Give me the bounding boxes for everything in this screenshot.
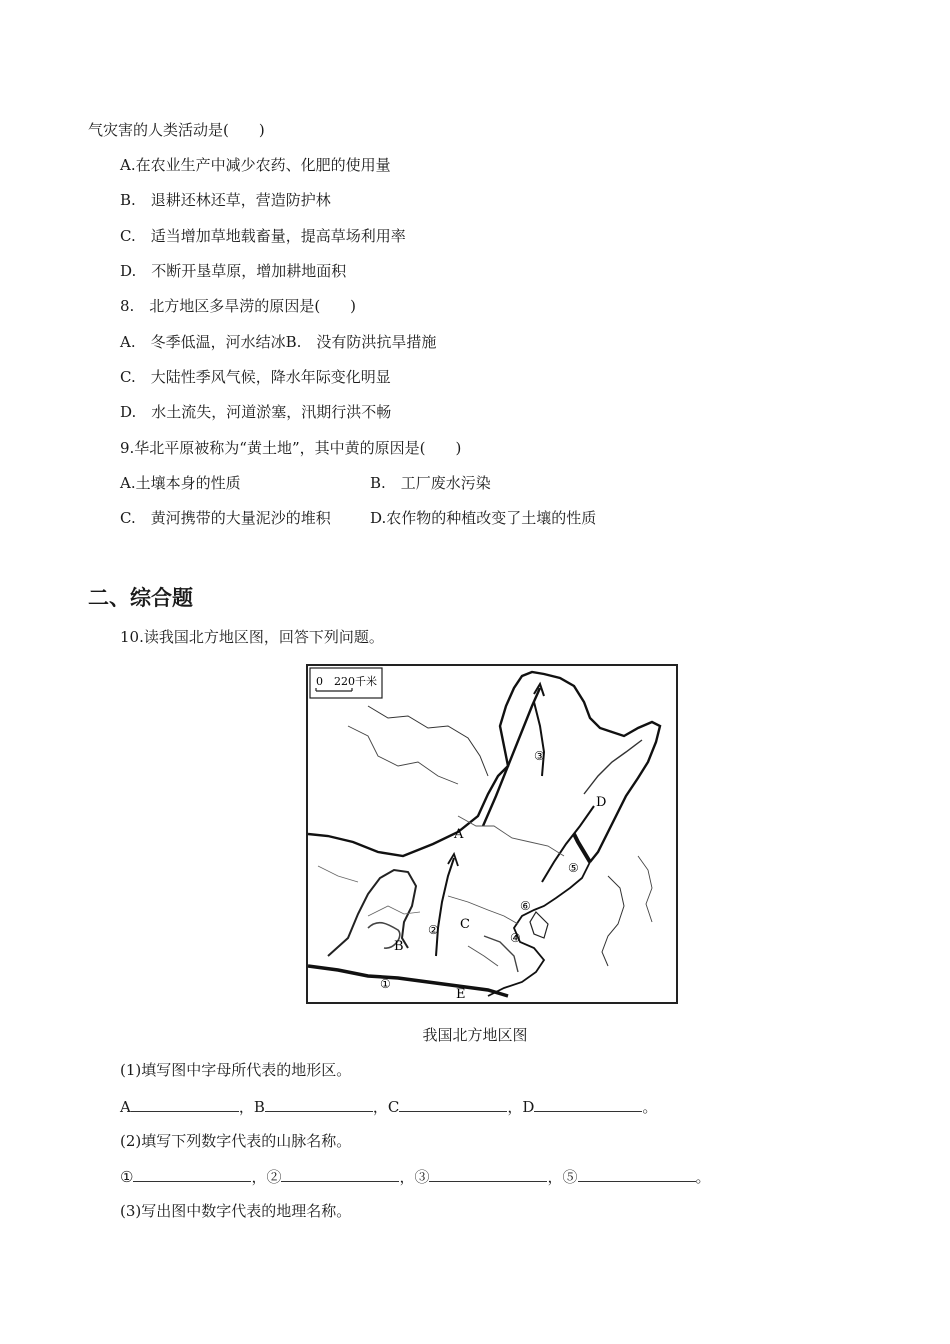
blank-end-2: 。 [695, 1168, 711, 1186]
blank-label-d: ，D [507, 1098, 535, 1116]
q8-option-ab: A. 冬季低温，河水结冰B. 没有防洪抗旱措施 [120, 333, 437, 351]
q9-option-a: A.土壤本身的性质 [120, 474, 241, 492]
label-C: C [460, 917, 470, 932]
q9-option-d: D.农作物的种植改变了土壤的性质 [370, 509, 597, 527]
label-5: ⑤ [568, 861, 579, 875]
label-3: ③ [534, 749, 545, 763]
q8-option-d: D. 水土流失，河道淤塞，汛期行洪不畅 [120, 403, 392, 421]
answer-blank-1[interactable] [133, 1166, 251, 1182]
blank-label-5: ，⑤ [547, 1168, 578, 1186]
blank-label-a: A [120, 1098, 131, 1116]
blank-label-c: ，C [372, 1098, 400, 1116]
q7-option-c: C. 适当增加草地载畜量，提高草场利用率 [120, 227, 406, 245]
answer-blank-d[interactable] [534, 1096, 642, 1112]
khingan-arrow [483, 688, 540, 826]
label-B: B [394, 939, 404, 954]
answer-blank-c[interactable] [399, 1096, 507, 1112]
q7-option-b: B. 退耕还林还草，营造防护林 [120, 191, 331, 209]
answer-blank-5[interactable] [578, 1166, 696, 1182]
q7-stem-tail: 气灾害的人类活动是( ) [88, 121, 265, 139]
map-drawing [308, 666, 676, 1002]
blank-label-3: ，③ [399, 1168, 430, 1186]
q10-sub2-blanks [120, 1166, 711, 1187]
q10-sub1: (1)填写图中字母所代表的地形区。 [120, 1061, 352, 1079]
label-A: A [454, 827, 464, 842]
q10-sub1-blanks [120, 1096, 657, 1117]
blank-end: 。 [642, 1098, 658, 1116]
label-4: ④ [510, 931, 521, 945]
q8-option-c: C. 大陆性季风气候，降水年际变化明显 [120, 368, 391, 386]
blank-label-2: ，② [251, 1168, 282, 1186]
q7-option-a: A.在农业生产中减少农药、化肥的使用量 [120, 156, 391, 174]
section-heading: 二、综合题 [88, 586, 193, 610]
q9-option-c: C. 黄河携带的大量泥沙的堆积 [120, 509, 331, 527]
inner-boundary [368, 706, 488, 776]
map-caption: 我国北方地区图 [422, 1026, 528, 1044]
answer-blank-b[interactable] [265, 1096, 373, 1112]
answer-blank-2[interactable] [281, 1166, 399, 1182]
q9-stem: 9.华北平原被称为“黄土地”，其中黄的原因是( ) [120, 439, 462, 457]
scale-label: 0 220千米 [316, 675, 377, 688]
north-china-map [306, 664, 678, 1004]
qinling-line [308, 966, 508, 996]
label-2: ② [428, 923, 439, 937]
q10-stem: 10.读我国北方地区图，回答下列问题。 [120, 628, 384, 646]
answer-blank-3[interactable] [429, 1166, 547, 1182]
q9-option-b: B. 工厂废水污染 [370, 474, 491, 492]
label-D: D [596, 795, 607, 810]
q10-sub2: (2)填写下列数字代表的山脉名称。 [120, 1132, 352, 1150]
q10-sub3: (3)写出图中数字代表的地理名称。 [120, 1202, 352, 1220]
label-6: ⑥ [520, 899, 531, 913]
q7-option-d: D. 不断开垦草原，增加耕地面积 [120, 262, 347, 280]
q8-stem: 8. 北方地区多旱涝的原因是( ) [120, 297, 357, 315]
label-E: E [456, 987, 466, 1002]
blank-label-1: ① [120, 1168, 134, 1186]
label-1: ① [380, 977, 391, 991]
answer-blank-a[interactable] [131, 1096, 239, 1112]
coastline [488, 862, 590, 996]
blank-label-b: ，B [238, 1098, 265, 1116]
